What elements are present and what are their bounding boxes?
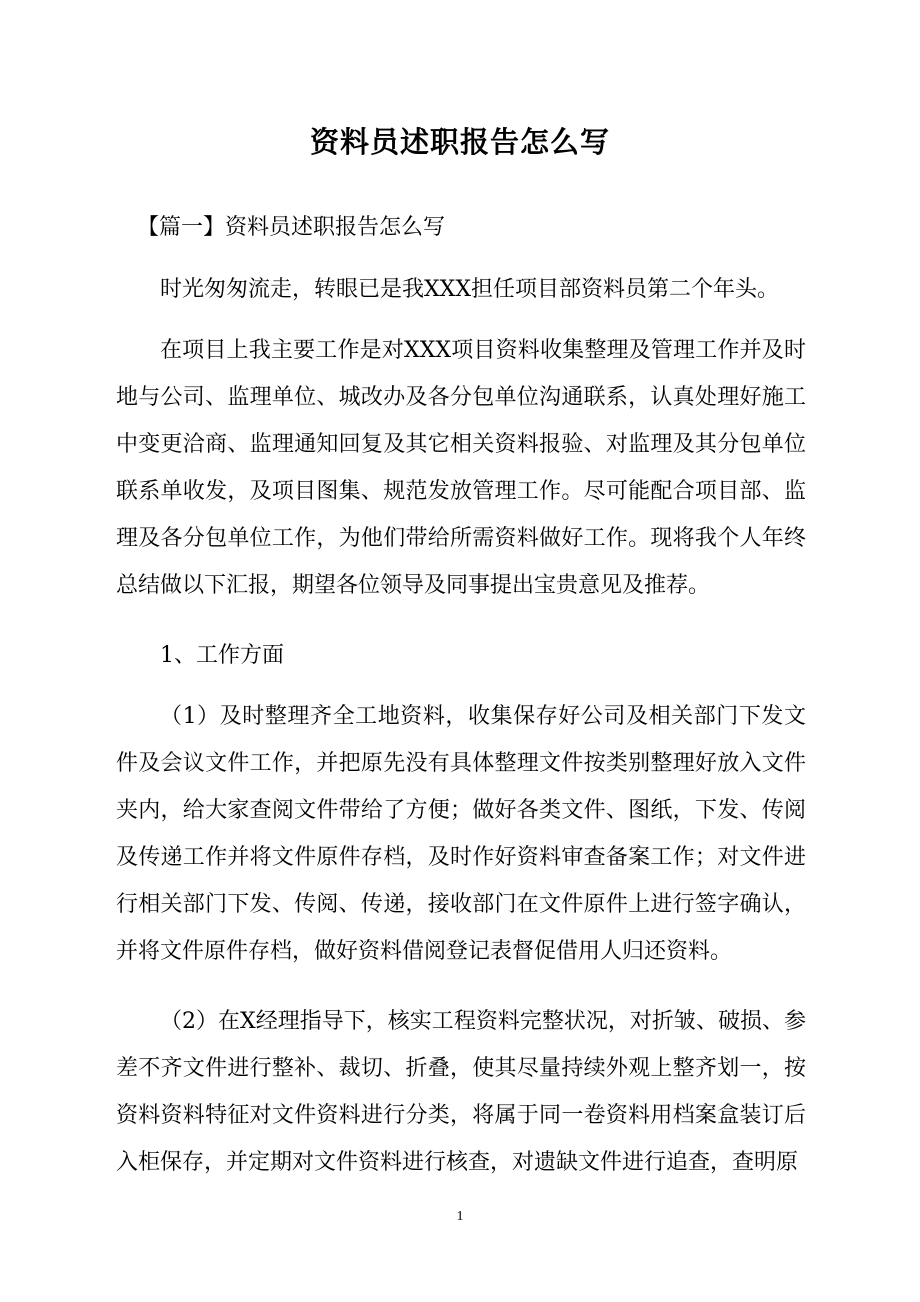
page-title: 资料员述职报告怎么写: [309, 125, 610, 159]
paragraph-duties: 在项目上我主要工作是对XXX项目资料收集整理及管理工作并及时地与公司、监理单位、城改办及各分包单位沟通联系，认真处理好施工中变更洽商、监理通知回复及其它相关资料报验、对监理及其分包单位联系单收发，及项目图集、规范发放管理工作。尽可能配合项目部、监理及各分包单位工作，为他们带给所需资料做好工作。现将我个人年终总结做以下汇报，期望各位领导及同事提出宝贵意见及推荐。: [116, 338, 806, 598]
section-heading: 【篇一】资料员述职报告怎么写: [137, 215, 446, 240]
paragraph-item-1: （1）及时整理齐全工地资料，收集保存好公司及相关部门下发文件及会议文件工作，并把原先没有具体整理文件按类别整理好放入文件夹内，给大家查阅文件带给了方便；做好各类文件、图纸，下发、传阅及传递工作并将文件原件存档，及时作好资料审查备案工作；对文件进行相关部门下发、传阅、传递，接收部门在文件原件上进行签字确认，并将文件原件存档，做好资料借阅登记表督促借用人归还资料。: [116, 704, 806, 964]
page-number: 1: [456, 1209, 464, 1224]
paragraph-intro: 时光匆匆流走，转眼已是我XXX担任项目部资料员第二个年头。: [160, 277, 779, 302]
paragraph-work-aspect-heading: 1、工作方面: [160, 643, 284, 668]
paragraph-item-2: （2）在X经理指导下，核实工程资料完整状况，对折皱、破损、参差不齐文件进行整补、裁切、折叠，使其尽量持续外观上整齐划一，按资料资料特征对文件资料进行分类，将属于同一卷资料用档案盒装订后入柜保存，并定期对文件资料进行核查，对遗缺文件进行追查，查明原: [116, 1009, 806, 1175]
